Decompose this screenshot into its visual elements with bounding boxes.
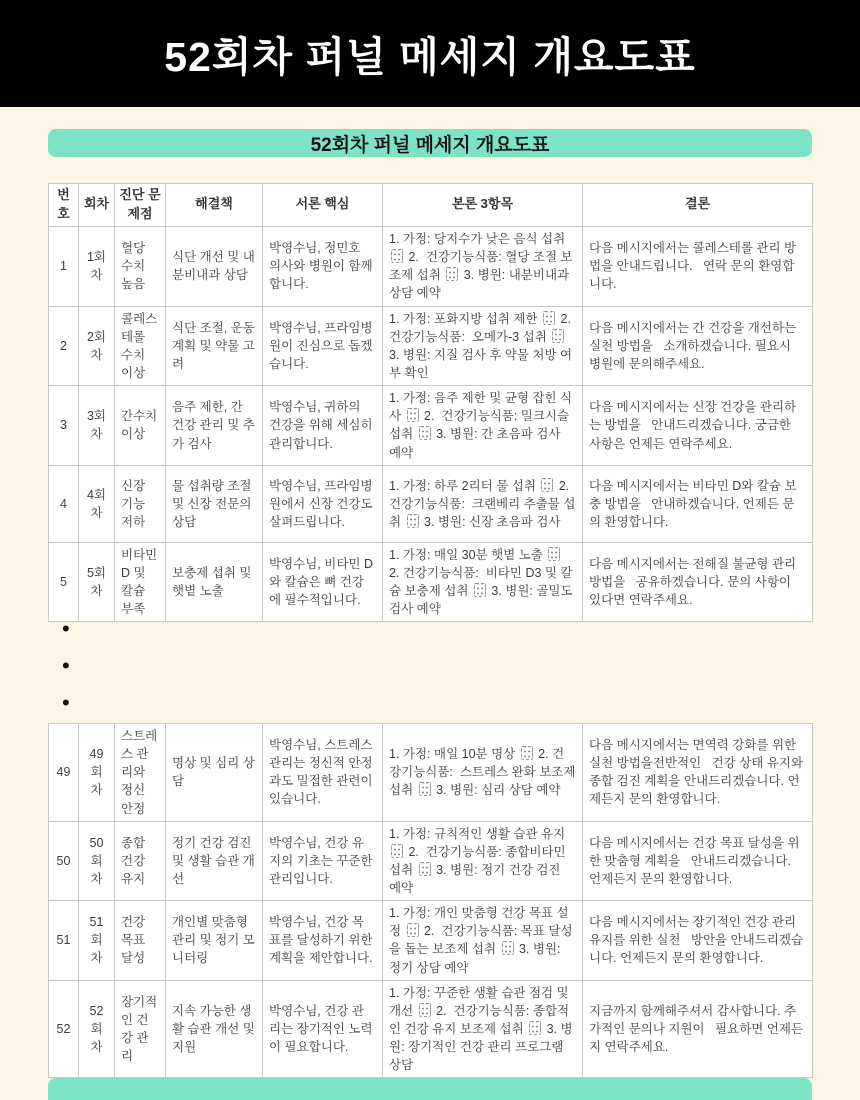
cell-body: 1. 가정: 꾸준한 생활 습관 점검 및 개선 2. 건강기능식품: 종합적인 건강 유지 보조제 섭취 3. 병원: 장기적인 건강 관리 프로그램 상담 [383, 980, 583, 1078]
cell-session: 1회차 [79, 226, 115, 306]
cell-problem: 건강 목표 달성 [115, 901, 166, 981]
cell-intro: 박영수님, 프라임병원이 진심으로 돕겠습니다. [263, 306, 383, 386]
cell-intro: 박영수님, 프라임병원에서 신장 건강도 살펴드립니다. [263, 465, 383, 542]
cell-number: 2 [49, 306, 79, 386]
cell-conclusion: 다음 메시지에서는 간 건강을 개선하는 실천 방법을 소개하겠습니다. 필요시 병원에 문의해주세요. [583, 306, 813, 386]
page-banner [0, 0, 860, 107]
table-header-row [49, 184, 813, 227]
col-header-session: 회차 [79, 184, 115, 227]
cell-body: 1. 가정: 규칙적인 생활 습관 유지 2. 건강기능식품: 종합비타민 섭취 3. 병원: 정기 건강 검진 예약 [383, 821, 583, 901]
cell-body: 1. 가정: 포화지방 섭취 제한 2. 건강기능식품: 오메가-3 섭취 3. 병원: 지질 검사 후 약물 처방 여부 확인 [383, 306, 583, 386]
ellipsis-dot: • [62, 653, 70, 678]
cell-solution: 식단 조절, 운동 계획 및 약물 고려 [166, 306, 263, 386]
cell-solution: 개인별 맞춤형 관리 및 정기 모니터링 [166, 901, 263, 981]
cell-intro: 박영수님, 건강 목표를 달성하기 위한 계획을 제안합니다. [263, 901, 383, 981]
table-row [49, 465, 813, 542]
cell-session: 4회차 [79, 465, 115, 542]
cell-problem: 비타민 D 및 칼슘 부족 [115, 542, 166, 622]
cell-conclusion: 지금까지 함께해주셔서 감사합니다. 추가적인 문의나 지원이 필요하면 언제든지 연락주세요. [583, 980, 813, 1078]
cell-intro: 박영수님, 정민호 의사와 병원이 함께합니다. [263, 226, 383, 306]
cell-session: 3회차 [79, 386, 115, 466]
omitted-rows-ellipsis [62, 610, 70, 721]
funnel-table-bottom [48, 723, 813, 1078]
cell-problem: 혈당 수치 높음 [115, 226, 166, 306]
cell-problem: 스트레스 관리와 정신 안정 [115, 724, 166, 822]
table-row [49, 226, 813, 306]
cell-conclusion: 다음 메시지에서는 신장 건강을 관리하는 방법을 안내드리겠습니다. 궁금한 사항은 언제든 연락주세요. [583, 386, 813, 466]
cell-problem: 콜레스테롤 수치 이상 [115, 306, 166, 386]
cell-session: 5회차 [79, 542, 115, 622]
cell-problem: 장기적인 건강 관리 [115, 980, 166, 1078]
cell-body: 1. 가정: 개인 맞춤형 건강 목표 설정 2. 건강기능식품: 목표 달성을 돕는 보조제 섭취 3. 병원: 정기 상담 예약 [383, 901, 583, 981]
table-row [49, 542, 813, 622]
cell-solution: 정기 건강 검진 및 생활 습관 개선 [166, 821, 263, 901]
page-title: 52회차 퍼널 메세지 개요도표 [164, 34, 696, 80]
cell-solution: 보충제 섭취 및 햇볕 노출 [166, 542, 263, 622]
cell-session: 2회차 [79, 306, 115, 386]
cell-conclusion: 다음 메시지에서는 면역력 강화를 위한 실천 방법을전반적인 건강 상태 유지와 종합 검진 계획을 안내드리겠습니다. 언제든지 문의 환영합니다. [583, 724, 813, 822]
next-section-bar-partial [48, 1078, 812, 1100]
cell-intro: 박영수님, 비타민 D와 칼슘은 뼈 건강에 필수적입니다. [263, 542, 383, 622]
cell-problem: 신장 기능 저하 [115, 465, 166, 542]
col-header-number: 번호 [49, 184, 79, 227]
funnel-table-top [48, 183, 813, 622]
cell-solution: 지속 가능한 생활 습관 개선 및 지원 [166, 980, 263, 1078]
cell-problem: 간수치 이상 [115, 386, 166, 466]
cell-body: 1. 가정: 당지수가 낮은 음식 섭취 2. 건강기능식품: 혈당 조절 보조제 섭취 3. 병원: 내분비내과 상담 예약 [383, 226, 583, 306]
cell-number: 5 [49, 542, 79, 622]
cell-number: 4 [49, 465, 79, 542]
cell-body: 1. 가정: 음주 제한 및 균형 잡힌 식사 2. 건강기능식품: 밀크시슬 섭취 3. 병원: 간 초음파 검사 예약 [383, 386, 583, 466]
cell-conclusion: 다음 메시지에서는 건강 목표 달성을 위한 맞춤형 계획을 안내드리겠습니다. 언제든지 문의 환영합니다. [583, 821, 813, 901]
cell-intro: 박영수님, 귀하의 건강을 위해 세심히 관리합니다. [263, 386, 383, 466]
cell-number: 49 [49, 724, 79, 822]
cell-session: 51회차 [79, 901, 115, 981]
cell-solution: 명상 및 심리 상담 [166, 724, 263, 822]
cell-session: 52회차 [79, 980, 115, 1078]
cell-intro: 박영수님, 스트레스 관리는 정신적 안정과도 밀접한 관련이 있습니다. [263, 724, 383, 822]
cell-intro: 박영수님, 건강 관리는 장기적인 노력이 필요합니다. [263, 980, 383, 1078]
col-header-solution: 해결책 [166, 184, 263, 227]
cell-session: 49회차 [79, 724, 115, 822]
cell-body: 1. 가정: 매일 10분 명상 2. 건강기능식품: 스트레스 완화 보조제 섭취 3. 병원: 심리 상담 예약 [383, 724, 583, 822]
col-header-body: 본론 3항목 [383, 184, 583, 227]
col-header-problem: 진단 문제점 [115, 184, 166, 227]
cell-conclusion: 다음 메시지에서는 콜레스테롤 관리 방법을 안내드립니다. 연락 문의 환영합니다. [583, 226, 813, 306]
table-row [49, 980, 813, 1078]
cell-problem: 종합 건강 유지 [115, 821, 166, 901]
cell-conclusion: 다음 메시지에서는 장기적인 건강 관리 유지를 위한 실천 방안을 안내드리겠습니다. 언제든지 문의 환영합니다. [583, 901, 813, 981]
section-title: 52회차 퍼널 메세지 개요도표 [310, 134, 550, 156]
table-row [49, 386, 813, 466]
cell-session: 50회차 [79, 821, 115, 901]
cell-body: 1. 가정: 하루 2리터 물 섭취 2. 건강기능식품: 크랜베리 추출물 섭취 3. 병원: 신장 초음파 검사 [383, 465, 583, 542]
cell-number: 1 [49, 226, 79, 306]
ellipsis-dot: • [62, 616, 70, 641]
cell-body: 1. 가정: 매일 30분 햇볕 노출 2. 건강기능식품: 비타민 D3 및 칼슘 보충제 섭취 3. 병원: 골밀도 검사 예약 [383, 542, 583, 622]
table-row [49, 724, 813, 822]
col-header-intro: 서론 핵심 [263, 184, 383, 227]
table-row [49, 901, 813, 981]
col-header-conclusion: 결론 [583, 184, 813, 227]
cell-solution: 물 섭취량 조절 및 신장 전문의 상담 [166, 465, 263, 542]
section-title-bar [48, 129, 812, 157]
cell-number: 3 [49, 386, 79, 466]
cell-solution: 식단 개선 및 내분비내과 상담 [166, 226, 263, 306]
cell-conclusion: 다음 메시지에서는 전해질 불균형 관리 방법을 공유하겠습니다. 문의 사항이 있다면 연락주세요. [583, 542, 813, 622]
cell-conclusion: 다음 메시지에서는 비타민 D와 칼슘 보충 방법을 안내하겠습니다. 언제든 문의 환영합니다. [583, 465, 813, 542]
cell-number: 50 [49, 821, 79, 901]
cell-solution: 음주 제한, 간 건강 관리 및 추가 검사 [166, 386, 263, 466]
table-row [49, 306, 813, 386]
cell-intro: 박영수님, 건강 유지의 기초는 꾸준한 관리입니다. [263, 821, 383, 901]
table-row [49, 821, 813, 901]
cell-number: 52 [49, 980, 79, 1078]
ellipsis-dot: • [62, 690, 70, 715]
cell-number: 51 [49, 901, 79, 981]
